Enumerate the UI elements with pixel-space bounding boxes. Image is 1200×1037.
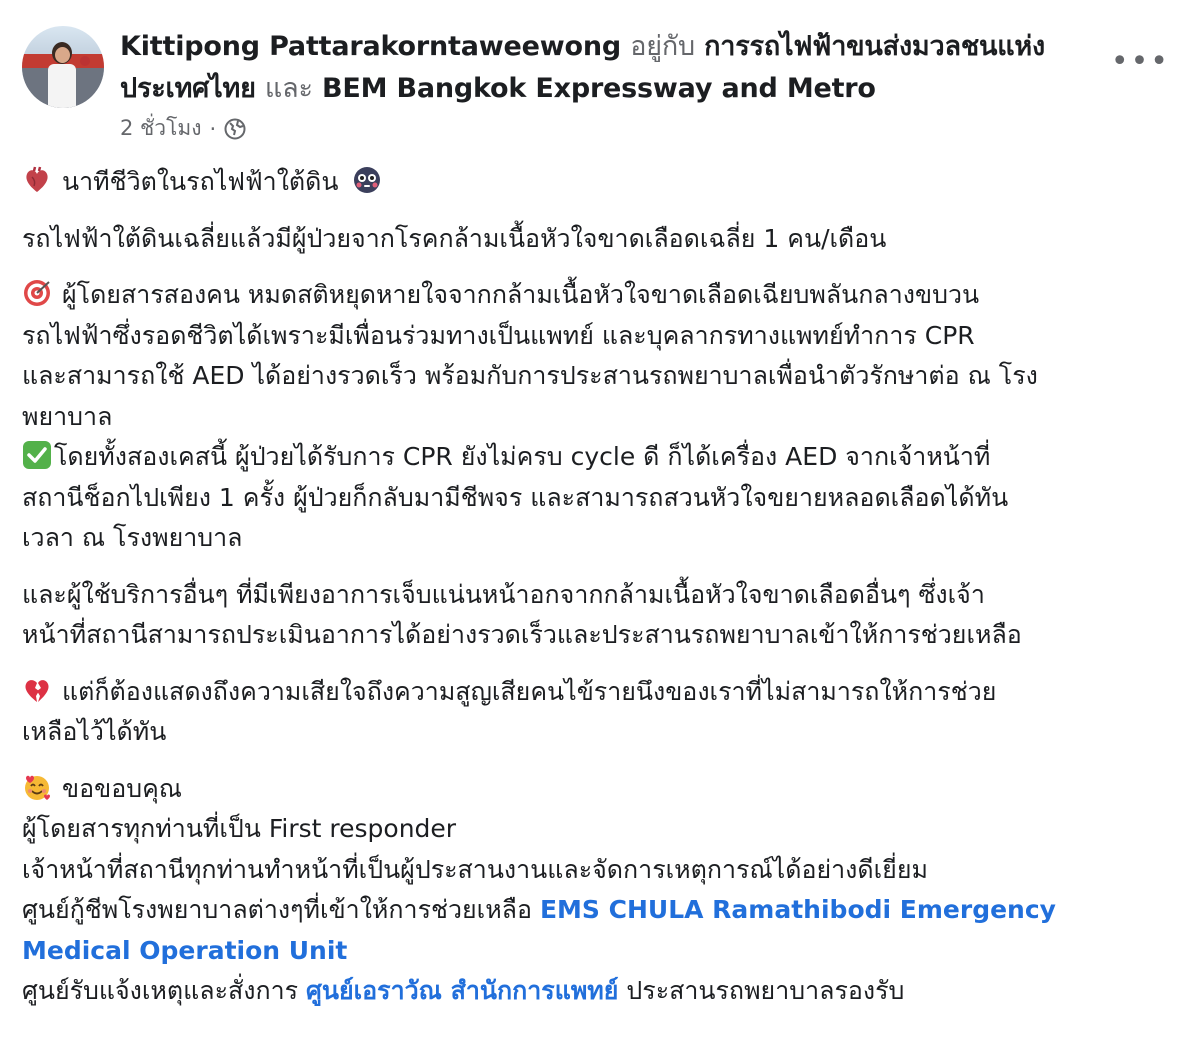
- p5-line6-tail: ประสานรถพยาบาลรองรับ: [626, 976, 905, 1005]
- p2-line1: ผู้โดยสารสองคน หมดสติหยุดหายใจจากกล้ามเนื้อหัวใจขาดเลือดเฉียบพลันกลางขบวน: [62, 280, 980, 309]
- p2-line7: เวลา ณ โรงพยาบาล: [22, 523, 243, 552]
- more-options-icon[interactable]: •••: [1110, 44, 1170, 79]
- anatomical-heart-icon: [22, 165, 52, 195]
- paragraph-heading: [22, 162, 1182, 203]
- tagged-page-mrta[interactable]: การรถไฟฟ้าขนส่งมวลชนแห่ง: [704, 31, 1046, 62]
- check-mark-icon: [22, 440, 52, 470]
- post-header: [120, 26, 1100, 145]
- ems-chula-link[interactable]: EMS CHULA Ramathibodi Emergency: [539, 895, 1056, 924]
- author-avatar[interactable]: [22, 26, 104, 108]
- p3-line1: และผู้ใช้บริการอื่นๆ ที่มีเพียงอาการเจ็บแน่นหน้าอกจากกล้ามเนื้อหัวใจขาดเลือดอื่นๆ ซึ่งเจ้า: [22, 579, 985, 609]
- flushed-face-icon: [352, 165, 382, 195]
- with-label: อยู่กับ: [630, 31, 695, 62]
- p4-line2: เหลือไว้ได้ทัน: [22, 717, 167, 746]
- paragraph-4: [22, 672, 1182, 753]
- author-name[interactable]: Kittipong Pattarakorntaweewong: [120, 31, 621, 62]
- p2-line4: พยาบาล: [22, 401, 113, 431]
- paragraph-3: [22, 575, 1182, 656]
- p5-line3: เจ้าหน้าที่สถานีทุกท่านทำหน้าที่เป็นผู้ประสานงานและจัดการเหตุการณ์ได้อย่างดีเยี่ยม: [22, 854, 928, 884]
- and-label: และ: [264, 73, 313, 104]
- tagged-page-mrta-cont[interactable]: ประเทศไทย: [120, 73, 256, 104]
- p5-line1: ขอขอบคุณ: [62, 773, 182, 803]
- paragraph-5: [22, 769, 1182, 1012]
- p3-line2: หน้าที่สถานีสามารถประเมินอาการได้อย่างรวดเร็วและประสานรถพยาบาลเข้าให้การช่วยเหลือ: [22, 620, 1022, 649]
- p2-line2: รถไฟฟ้าซึ่งรอดชีวิตได้เพราะมีเพื่อนร่วมทางเป็นแพทย์ และบุคลากรทางแพทย์ทำการ CPR: [22, 320, 975, 350]
- p1-text: รถไฟฟ้าใต้ดินเฉลี่ยแล้วมีผู้ป่วยจากโรคกล้ามเนื้อหัวใจขาดเลือดเฉลี่ย 1 คน/เดือน: [22, 223, 887, 253]
- paragraph-2: [22, 275, 1182, 559]
- p4-line1: แต่ก็ต้องแสดงถึงความเสียใจถึงความสูญเสียคนไข้รายนึงของเราที่ไม่สามารถให้การช่วย: [62, 676, 997, 706]
- post-body: [22, 162, 1182, 1012]
- p2-line5: โดยทั้งสองเคสนี้ ผู้ป่วยได้รับการ CPR ยังไม่ครบ cycle ดี ก็ได้เครื่อง AED จากเจ้าหน้าที่: [54, 442, 991, 471]
- p5-line2: ผู้โดยสารทุกท่านที่เป็น First responder: [22, 814, 457, 843]
- ems-chula-link-cont[interactable]: Medical Operation Unit: [22, 935, 348, 965]
- broken-heart-icon: [22, 675, 52, 705]
- globe-icon[interactable]: [224, 118, 246, 140]
- post-meta: [120, 112, 1100, 145]
- erawan-center-link[interactable]: ศูนย์เอราวัณ สำนักการแพทย์: [306, 976, 619, 1005]
- tagged-page-bem[interactable]: BEM Bangkok Expressway and Metro: [321, 73, 876, 104]
- smiling-face-with-hearts-icon: [22, 772, 52, 802]
- p2-line6: สถานีช็อกไปเพียง 1 ครั้ง ผู้ป่วยก็กลับมามีชีพจร และสามารถสวนหัวใจขยายหลอดเลือดได้ทัน: [22, 482, 1009, 512]
- p5-line4-text: ศูนย์กู้ชีพโรงพยาบาลต่างๆที่เข้าให้การช่วยเหลือ: [22, 895, 533, 924]
- direct-hit-icon: [22, 278, 52, 308]
- heading-text: นาทีชีวิตในรถไฟฟ้าใต้ดิน: [62, 167, 339, 196]
- p2-line3: และสามารถใช้ AED ได้อย่างรวดเร็ว พร้อมกับการประสานรถพยาบาลเพื่อนำตัวรักษาต่อ ณ โรง: [22, 361, 1038, 390]
- post-title: [120, 26, 1100, 110]
- paragraph-1: [22, 219, 1182, 260]
- meta-separator: ·: [209, 116, 217, 141]
- p5-line6-text: ศูนย์รับแจ้งเหตุและสั่งการ: [22, 976, 299, 1005]
- post-timestamp[interactable]: 2 ชั่วโมง: [120, 116, 202, 140]
